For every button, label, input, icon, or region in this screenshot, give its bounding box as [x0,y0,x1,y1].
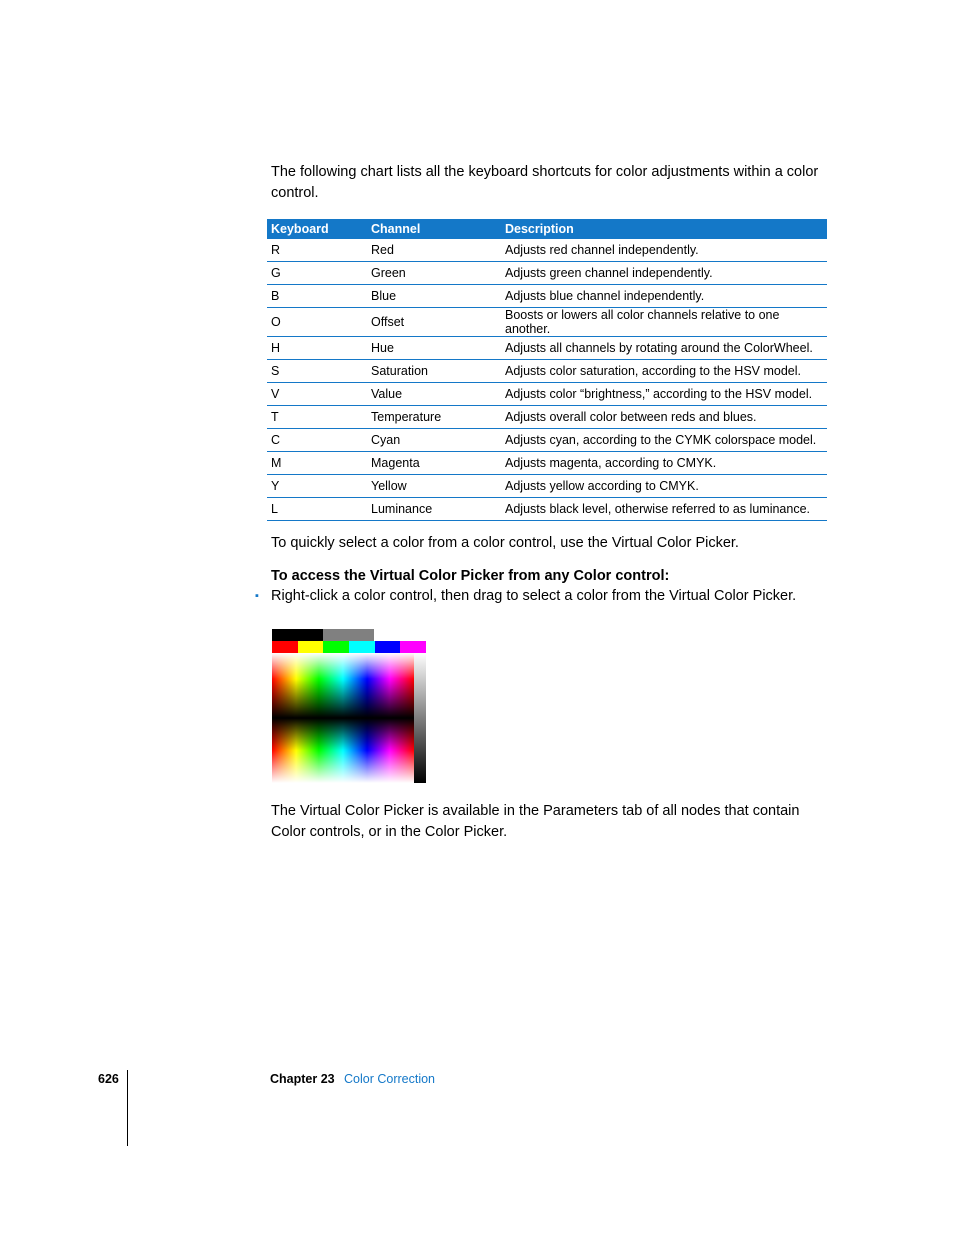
cell-description: Adjusts color saturation, according to the HSV model. [501,360,827,383]
table-row [267,262,827,285]
cell-keyboard: R [267,239,367,262]
table-row [267,239,827,262]
quick-select-paragraph: To quickly select a color from a color control, use the Virtual Color Picker. [271,535,739,551]
chapter-label: Chapter 23 [270,1072,335,1086]
picker-luminance-ramp [414,653,426,783]
cell-channel: Value [367,383,501,406]
cell-channel: Yellow [367,475,501,498]
procedure-heading: To access the Virtual Color Picker from any Color control: [271,568,670,584]
cell-channel: Cyan [367,429,501,452]
cell-channel: Temperature [367,406,501,429]
cell-keyboard: Y [267,475,367,498]
cell-description: Adjusts yellow according to CMYK. [501,475,827,498]
cell-channel: Saturation [367,360,501,383]
bullet-square-icon: ▪ [255,590,259,602]
table-row [267,406,827,429]
cell-channel: Green [367,262,501,285]
table-row [267,383,827,406]
picker-hue-field [272,653,414,783]
cell-channel: Offset [367,308,501,337]
picker-black-swatch [272,629,323,641]
closing-paragraph: The Virtual Color Picker is available in the Parameters tab of all nodes that contain Color controls, or in the Color Picker. [271,803,800,840]
cell-channel: Hue [367,337,501,360]
cell-channel: Magenta [367,452,501,475]
table-row [267,475,827,498]
cell-keyboard: V [267,383,367,406]
table-row [267,429,827,452]
cell-keyboard: M [267,452,367,475]
cell-description: Adjusts blue channel independently. [501,285,827,308]
picker-gray-swatch [323,629,374,641]
cell-keyboard: L [267,498,367,521]
cell-description: Adjusts overall color between reds and blues. [501,406,827,429]
picker-swatch [272,641,298,653]
cell-description: Boosts or lowers all color channels relative to one another. [501,308,827,337]
cell-description: Adjusts red channel independently. [501,239,827,262]
table-row [267,337,827,360]
intro-paragraph: The following chart lists all the keyboard shortcuts for color adjustments within a color control. [271,164,819,201]
picker-swatch [400,641,426,653]
page-number: 626 [98,1072,119,1086]
header-keyboard: Keyboard [267,219,367,239]
table-row [267,360,827,383]
cell-keyboard: T [267,406,367,429]
cell-description: Adjusts green channel independently. [501,262,827,285]
picker-swatch [323,641,349,653]
cell-description: Adjusts magenta, according to CMYK. [501,452,827,475]
cell-keyboard: S [267,360,367,383]
table-header-row [267,219,827,239]
cell-keyboard: O [267,308,367,337]
picker-swatch [349,641,375,653]
bullet-text: Right-click a color control, then drag to select a color from the Virtual Color Picker. [271,588,797,604]
chapter-title-link[interactable]: Color Correction [344,1072,436,1086]
cell-channel: Blue [367,285,501,308]
cell-keyboard: H [267,337,367,360]
cell-channel: Luminance [367,498,501,521]
cell-description: Adjusts cyan, according to the CYMK colorspace model. [501,429,827,452]
table-row [267,308,827,337]
header-channel: Channel [367,219,501,239]
cell-description: Adjusts black level, otherwise referred to as luminance. [501,498,827,521]
cell-keyboard: C [267,429,367,452]
cell-description: Adjusts all channels by rotating around the ColorWheel. [501,337,827,360]
table-row [267,452,827,475]
picker-swatch [375,641,401,653]
cell-keyboard: B [267,285,367,308]
table-row [267,285,827,308]
shortcuts-table [267,219,827,521]
picker-primary-swatches [272,641,426,653]
header-description: Description [501,219,827,239]
cell-description: Adjusts color “brightness,” according to the HSV model. [501,383,827,406]
picker-swatch [298,641,324,653]
cell-keyboard: G [267,262,367,285]
footer-divider [127,1070,128,1146]
table-row [267,498,827,521]
virtual-color-picker-figure [272,629,426,783]
cell-channel: Red [367,239,501,262]
